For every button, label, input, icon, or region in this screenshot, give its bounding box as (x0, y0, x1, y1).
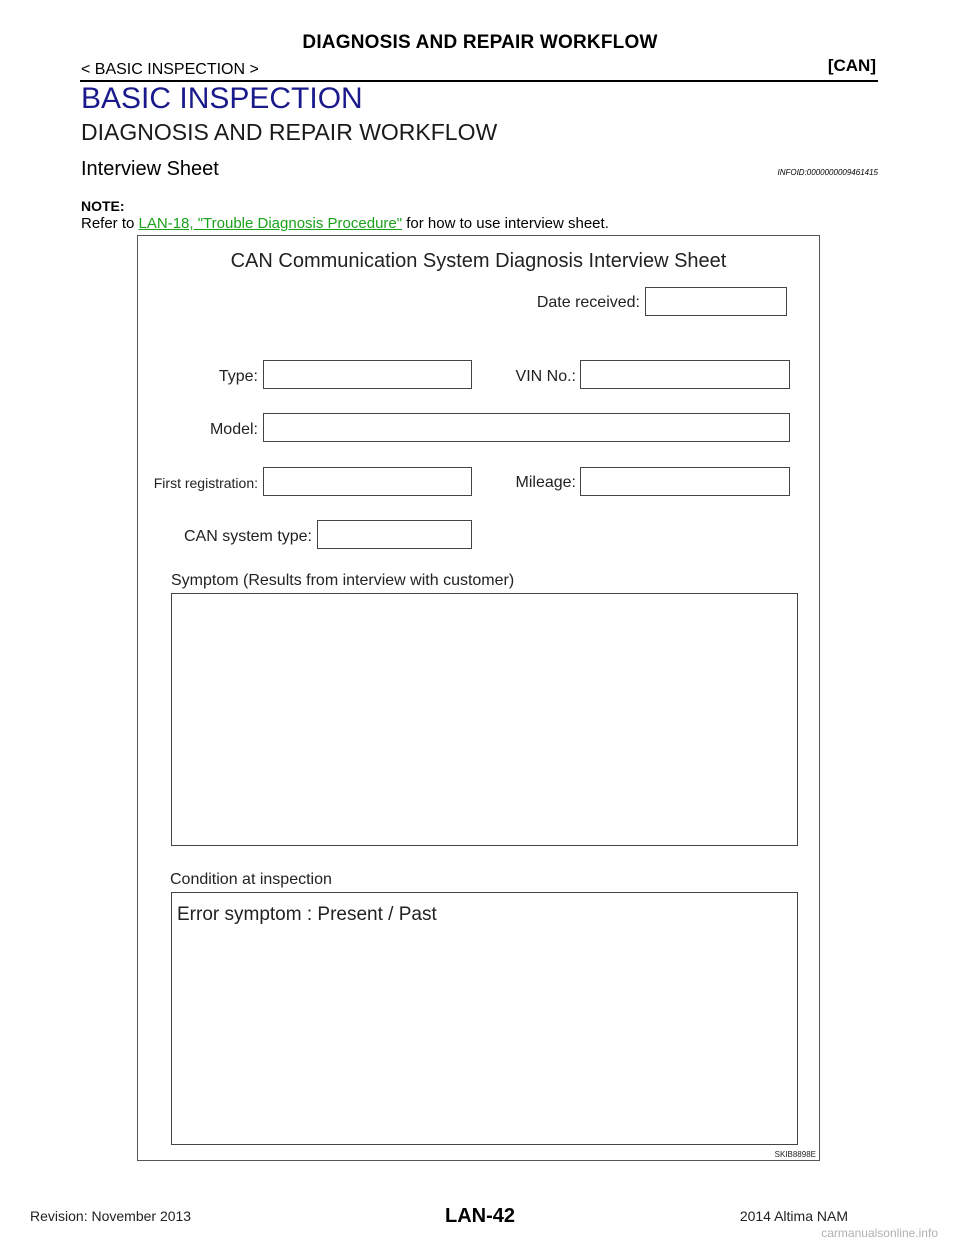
can-system-type-label: CAN system type: (183, 528, 312, 545)
mileage-field[interactable] (580, 467, 790, 496)
symptom-label: Symptom (Results from interview with customer) (171, 572, 515, 589)
vin-label: VIN No.: (515, 368, 576, 385)
can-system-type-field[interactable] (317, 520, 472, 549)
info-id: INFOID:0000000009461415 (777, 168, 878, 177)
note-text (81, 215, 609, 232)
watermark: carmanualsonline.info (821, 1226, 938, 1240)
model-label: Model: (209, 421, 258, 438)
revision-text: Revision: November 2013 (30, 1208, 192, 1224)
figure-id: SKIB8898E (774, 1150, 816, 1159)
topic-title: Interview Sheet (81, 158, 219, 180)
condition-field[interactable] (171, 892, 798, 1145)
mileage-label: Mileage: (515, 474, 576, 491)
type-label: Type: (218, 368, 258, 385)
section-title: BASIC INSPECTION (81, 82, 363, 115)
page-number: LAN-42 (444, 1205, 515, 1227)
symptom-field[interactable] (171, 593, 798, 846)
header-title: DIAGNOSIS AND REPAIR WORKFLOW (302, 32, 658, 53)
note-prefix: Refer to (81, 215, 139, 232)
model-year-text: 2014 Altima NAM (739, 1208, 848, 1224)
trouble-diagnosis-link[interactable]: LAN-18, "Trouble Diagnosis Procedure" (138, 215, 403, 232)
interview-sheet-title: CAN Communication System Diagnosis Interview Sheet (230, 250, 727, 272)
section-subtitle: DIAGNOSIS AND REPAIR WORKFLOW (81, 119, 498, 145)
note-label: NOTE: (81, 198, 125, 214)
type-field[interactable] (263, 360, 472, 389)
date-received-label: Date received: (536, 294, 640, 311)
note-suffix: for how to use interview sheet. (402, 215, 609, 232)
first-registration-label: First registration: (153, 475, 258, 491)
section-tag: [CAN] (827, 56, 876, 75)
condition-label: Condition at inspection (170, 871, 332, 888)
date-received-field[interactable] (645, 287, 787, 316)
breadcrumb: < BASIC INSPECTION > (81, 61, 259, 78)
first-registration-field[interactable] (263, 467, 472, 496)
vin-field[interactable] (580, 360, 790, 389)
model-field[interactable] (263, 413, 790, 442)
error-symptom-text: Error symptom : Present / Past (177, 904, 437, 925)
